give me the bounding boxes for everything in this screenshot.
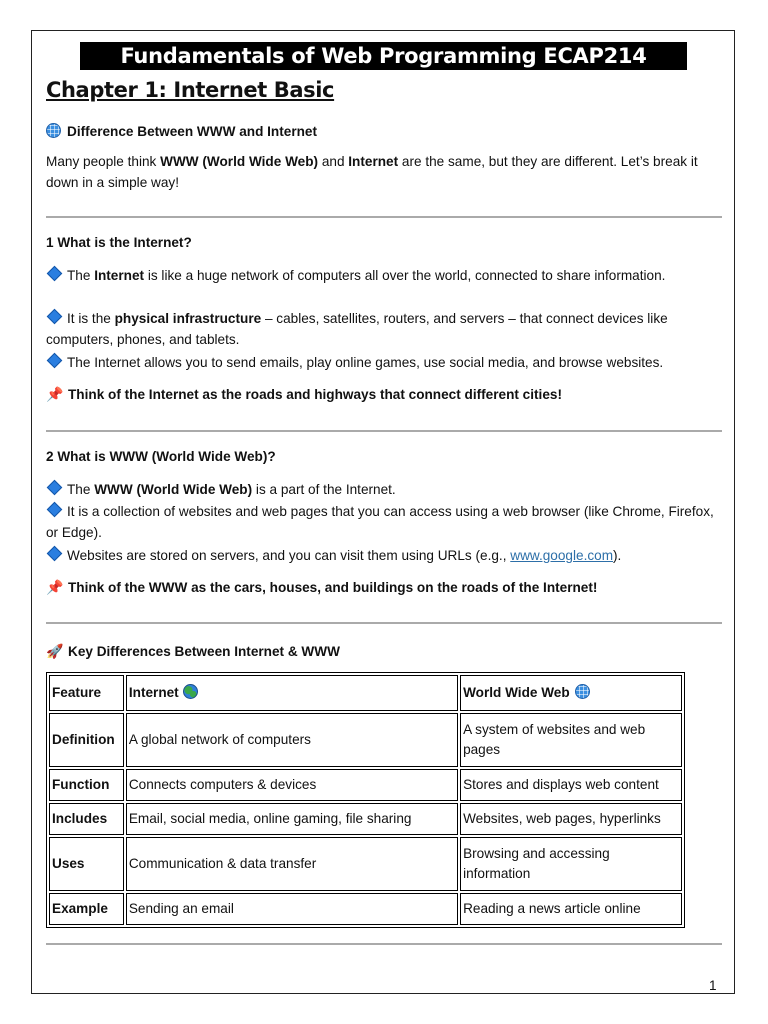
rocket-icon: 🚀 [46,643,64,659]
intro-bold-www: WWW (World Wide Web) [160,154,319,169]
section-heading [46,121,726,142]
table-header-row [49,675,682,711]
divider [46,622,722,624]
www-bullet-1 [46,479,726,500]
blue-diamond-icon [47,266,63,282]
internet-heading: 1 What is the Internet? [46,235,192,250]
row-internet: Connects computers & devices [126,769,458,801]
header-cell-internet [126,675,458,711]
row-www: Reading a news article online [460,893,682,925]
analogy-text: Think of the Internet as the roads and highways that connect different cities! [68,387,562,402]
page-number: 1 [709,978,717,993]
divider [46,430,722,432]
internet-bullet-3 [46,352,726,373]
row-feature: Function [49,769,124,801]
header-internet-text: Internet [128,685,179,700]
bullet-text: The [67,482,95,497]
table-row [49,713,682,767]
row-internet: A global network of computers [126,713,458,767]
row-feature: Example [49,893,124,925]
row-internet: Sending an email [126,893,458,925]
bullet-text: is a part of the Internet. [252,482,396,497]
key-differences-heading [46,641,726,662]
bullet-text: – cables, satellites, routers, and servers – that connect devices like computers, phones, and tablets. [46,311,668,347]
blue-diamond-icon [47,353,63,369]
header-cell-feature: Feature [49,675,124,711]
blue-diamond-icon [47,502,63,518]
intro-text: and [318,154,349,169]
blue-diamond-icon [47,546,63,562]
divider [46,943,722,945]
bullet-bold: physical infrastructure [114,311,262,326]
bullet-text: Websites are stored on servers, and you can visit them using URLs (e.g., [67,548,511,563]
bullet-text: is like a huge network of computers all over the world, connected to share information. [144,268,666,283]
bullet-bold: Internet [94,268,145,283]
bullet-text: It is the [67,311,115,326]
header-www-text: World Wide Web [463,685,570,700]
bullet-text: ). [613,548,622,563]
row-www: A system of websites and web pages [460,713,682,767]
table-row [49,769,682,801]
row-www: Stores and displays web content [460,769,682,801]
intro-text: are the same, but they are different. Let’s break it down in a simple way! [46,154,698,190]
bullet-text: The Internet allows you to send emails, play online games, use social media, and browse websites. [67,355,664,370]
internet-bullet-2 [46,308,726,350]
intro-bold-internet: Internet [348,154,399,169]
document-title: Fundamentals of Web Programming ECAP214 [80,42,687,70]
bullet-text: It is a collection of websites and web pages that you can access using a web browser (like Chrome, Firefox, or Edge). [46,504,714,540]
header-cell-www [460,675,682,711]
table-row [49,837,682,891]
earth-globe-icon [183,684,198,699]
row-internet: Communication & data transfer [126,837,458,891]
table-row [49,893,682,925]
google-link[interactable]: www.google.com [510,548,614,563]
bullet-bold: WWW (World Wide Web) [94,482,253,497]
row-internet: Email, social media, online gaming, file sharing [126,803,458,835]
row-feature: Definition [49,713,124,767]
internet-bullet-1 [46,265,726,286]
divider [46,216,722,218]
comparison-table [46,672,685,928]
internet-analogy [46,384,726,405]
blue-diamond-icon [47,309,63,325]
row-www: Browsing and accessing information [460,837,682,891]
row-www: Websites, web pages, hyperlinks [460,803,682,835]
intro-text: Many people think [46,154,161,169]
key-differences-heading-text: Key Differences Between Internet & WWW [68,644,340,659]
row-feature: Includes [49,803,124,835]
www-bullet-3 [46,545,726,566]
analogy-text: Think of the WWW as the cars, houses, and buildings on the roads of the Internet! [68,580,598,595]
blue-diamond-icon [47,480,63,496]
section-heading-text: Difference Between WWW and Internet [67,124,317,139]
bullet-text: The [67,268,95,283]
table-row [49,803,682,835]
globe-icon [46,123,61,138]
www-analogy [46,577,726,598]
globe-icon [575,684,590,699]
intro-paragraph [46,151,726,193]
pushpin-icon: 📌 [46,386,64,402]
www-bullet-2 [46,501,726,543]
row-feature: Uses [49,837,124,891]
chapter-heading: Chapter 1: Internet Basic [46,78,335,102]
pushpin-icon: 📌 [46,579,64,595]
www-heading: 2 What is WWW (World Wide Web)? [46,449,276,464]
